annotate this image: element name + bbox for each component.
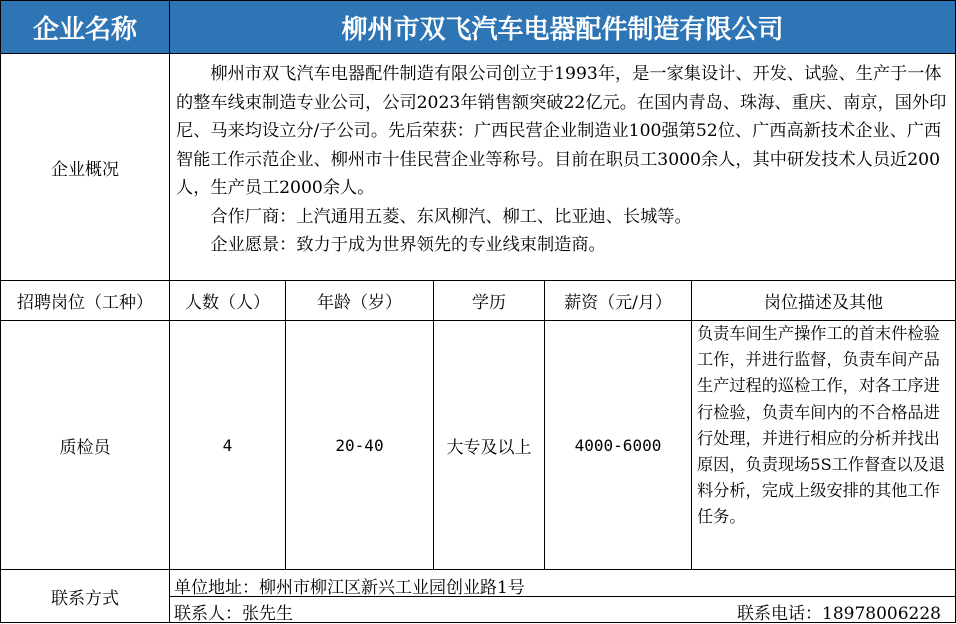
- company-name-cell: [169, 0, 956, 54]
- overview-partners: 合作厂商：上汽通用五菱、东风柳汽、柳工、比亚迪、长城等。: [176, 206, 692, 227]
- company-label-cell: [0, 0, 170, 54]
- header-salary: 薪资（元/月）: [544, 280, 692, 321]
- overview-vision: 企业愿景：致力于成为世界领先的专业线束制造商。: [176, 235, 606, 255]
- contact-info-cell: [169, 569, 956, 623]
- company-label: 企业名称: [32, 14, 137, 45]
- table-row-salary: 4000-6000: [544, 320, 692, 570]
- table-row-count: 4: [169, 320, 286, 570]
- contact-address: 单位地址：柳州市柳江区新兴工业园创业路1号: [174, 578, 525, 598]
- overview-label: 企业概况: [51, 159, 119, 180]
- contact-person: 联系人：张先生: [174, 604, 293, 624]
- overview-text-cell: [169, 53, 956, 281]
- header-education: 学历: [433, 280, 545, 321]
- table-row-age: 20-40: [285, 320, 434, 570]
- overview-intro: 柳州市双飞汽车电器配件制造有限公司创立于1993年，是一家集设计、开发、试验、生产于一体的整车线束制造专业公司，公司2023年销售额突破22亿元。在国内青岛、珠海、重庆、南京，国外印尼、马来均设立分/子公司。先后荣获：广西民营企业制造业100强第52位、广西高新技术企业、广西智能工作示范企业、柳州市十佳民营企业等称号。目前在职员工3000余人，其中研发技术人员近200人，生产员工2000余人。: [176, 64, 947, 198]
- header-count: 人数（人）: [169, 280, 286, 321]
- header-description: 岗位描述及其他: [691, 280, 956, 321]
- company-name: 柳州市双飞汽车电器配件制造有限公司: [341, 14, 784, 45]
- table-row-education: 大专及以上: [433, 320, 545, 570]
- header-position: 招聘岗位（工种）: [0, 280, 170, 321]
- header-age: 年龄（岁）: [285, 280, 434, 321]
- contact-label-cell: [0, 569, 170, 623]
- overview-label-cell: [0, 53, 170, 281]
- contact-phone: 联系电话：18978006228: [737, 604, 941, 624]
- table-row-description: 负责车间生产操作工的首末件检验工作，并进行监督，负责车间产品生产过程的巡检工作，对各工序进行检验，负责车间内的不合格品进行处理，并进行相应的分析并找出原因，负责现场5S工作督查以及退料分析，完成上级安排的其他工作任务。: [691, 320, 956, 570]
- contact-label: 联系方式: [51, 588, 119, 609]
- table-row-position: 质检员: [0, 320, 170, 570]
